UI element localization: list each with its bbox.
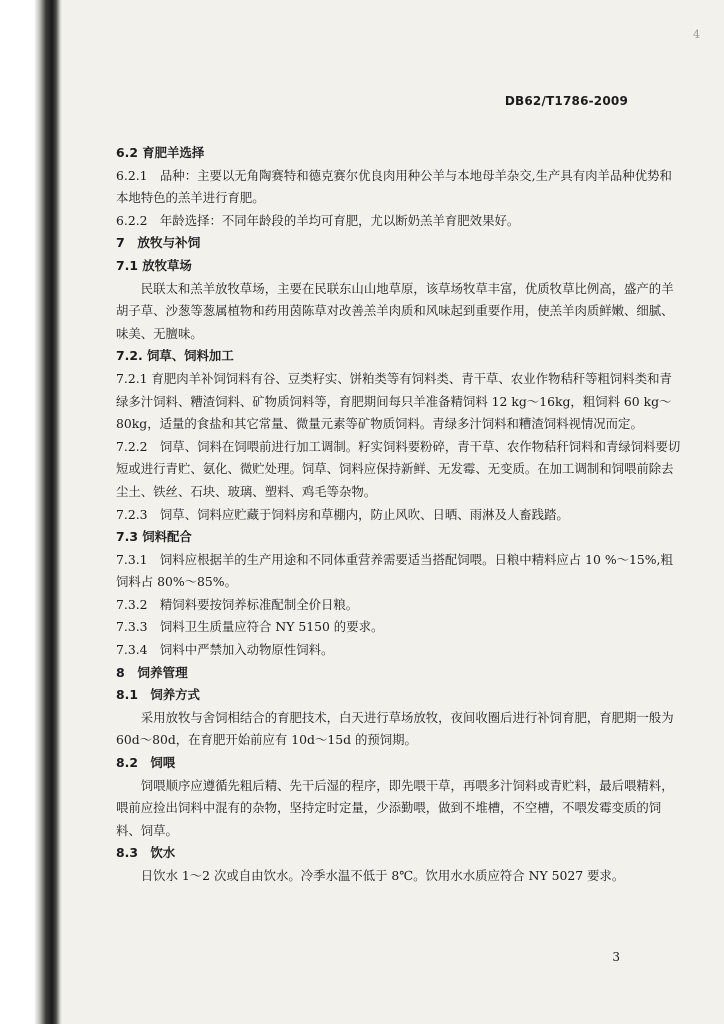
heading-7: 7 放牧与补饲	[116, 235, 201, 251]
heading-8-2: 8.2 饲喂	[116, 755, 176, 771]
paragraph-8-1: 采用放牧与舍饲相结合的育肥技术，白天进行草场放牧，夜间收圈后进行补饲育肥，育肥期一般为 60d～80d，在育肥开始前应有 10d～15d 的预饲期。	[116, 709, 674, 748]
clause-7-2-3: 7.2.3 饲草、饲料应贮藏于饲料房和草棚内，防止风吹、日晒、雨淋及人畜践踏。	[116, 506, 569, 522]
paragraph-7-1: 民联太和羔羊放牧草场，主要在民联东山山地草原，该草场牧草丰富，优质牧草比例高，盛产的羊胡子草、沙葱等葱属植物和药用茵陈草对改善羔羊肉质和风味起到重要作用，使羔羊肉质鲜嫩、细腻、味美、无膻味。	[116, 280, 674, 341]
paragraph-8-3: 日饮水 1～2 次或自由饮水。冷季水温不低于 8℃。饮用水水质应符合 NY 5027 要求。	[140, 868, 625, 883]
clause-6-2-2: 6.2.2 年龄选择：不同年龄段的羊均可育肥，尤以断奶羔羊育肥效果好。	[116, 212, 520, 228]
clause-7-2-1: 7.2.1 育肥肉羊补饲饲料有谷、豆类籽实、饼粕类等有饲料类、青干草、农业作物秸秆等粗饲料类和青绿多汁饲料、糟渣饲料、矿物质饲料等，育肥期间每只羊准备精饲料 12 kg～16kg，粗饲料 60 kg～80kg，适量的食盐和其它常量、微量元素等矿物质饲料。青绿多汁饲料和糟渣饲料视情况而定。	[116, 370, 672, 432]
clause-7-3-1: 7.3.1 饲料应根据羊的生产用途和不同体重营养需要适当搭配饲喂。日粮中精料应占 10 %～15%,粗饲料占 80%～85%。	[116, 551, 673, 590]
corner-mark: 4	[693, 28, 700, 41]
clause-6-2-1: 6.2.1 品种：主要以无角陶赛特和德克赛尔优良肉用种公羊与本地母羊杂交,生产具有肉羊品种优势和本地特色的羔羊进行育肥。	[116, 167, 672, 206]
clause-7-3-3: 7.3.3 饲料卫生质量应符合 NY 5150 的要求。	[116, 619, 384, 635]
document-body	[116, 142, 682, 888]
page-number: 3	[612, 950, 620, 964]
standard-code: DB62/T1786-2009	[504, 94, 628, 108]
heading-6-2: 6.2 育肥羊选择	[116, 145, 205, 160]
clause-7-3-2: 7.3.2 精饲料要按饲养标准配制全价日粮。	[116, 596, 359, 612]
document-page	[62, 0, 724, 1024]
paragraph-8-2: 饲喂顺序应遵循先粗后精、先干后湿的程序，即先喂干草，再喂多汁饲料或青贮料，最后喂精料，喂前应捡出饲料中混有的杂物，坚持定时定量，少添勤喂，做到不堆槽，不空槽，不喂发霉变质的饲料、饲草。	[116, 777, 674, 838]
clause-7-2-2: 7.2.2 饲草、饲料在饲喂前进行加工调制。籽实饲料要粉碎，青干草、农作物秸秆饲料和青绿饲料要切短或进行青贮、氨化、微贮处理。饲草、饲料应保持新鲜、无发霉、无变质。在加工调制和饲喂前除去尘土、铁丝、石块、玻璃、塑料、鸡毛等杂物。	[116, 438, 681, 499]
heading-8: 8 饲养管理	[116, 664, 188, 680]
book-spine-shadow	[0, 0, 62, 1024]
heading-7-2: 7.2. 饲草、饲料加工	[116, 348, 234, 364]
heading-7-1: 7.1 放牧草场	[116, 257, 192, 273]
heading-8-1: 8.1 饲养方式	[116, 687, 200, 703]
clause-7-3-4: 7.3.4 饲料中严禁加入动物原性饲料。	[116, 642, 334, 658]
heading-7-3: 7.3 饲料配合	[116, 529, 192, 545]
heading-8-3: 8.3 饮水	[116, 845, 176, 861]
